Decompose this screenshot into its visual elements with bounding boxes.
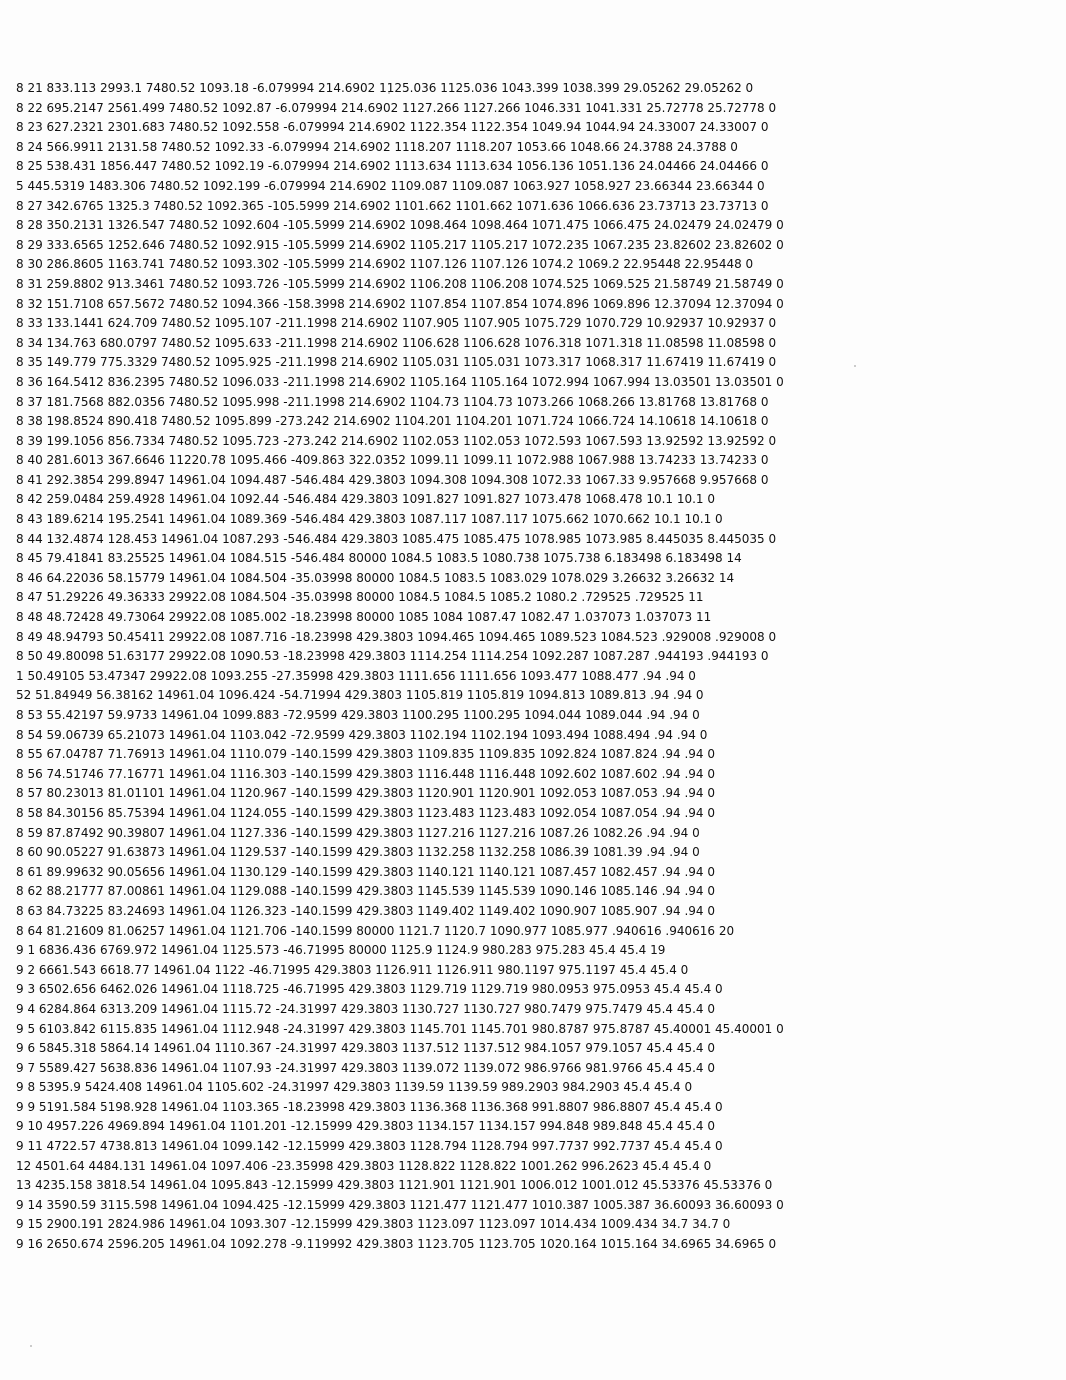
table-row: 5 445.5319 1483.306 7480.52 1092.199 -6.079994 214.6902 1109.087 1109.087 1063.927 1058.927 23.66344 23.66344 0 [16,178,765,193]
table-row: 8 44 132.4874 128.453 14961.04 1087.293 -546.484 429.3803 1085.475 1085.475 1078.985 1073.985 8.445035 8.445035 0 [16,531,777,546]
table-row: 8 27 342.6765 1325.3 7480.52 1092.365 -105.5999 214.6902 1101.662 1101.662 1071.636 1066.636 23.73713 23.73713 0 [16,198,769,213]
table-row: 8 62 88.21777 87.00861 14961.04 1129.088 -140.1599 429.3803 1145.539 1145.539 1090.146 1085.146 .94 .94 0 [16,884,716,899]
table-row: 8 29 333.6565 1252.646 7480.52 1092.915 -105.5999 214.6902 1105.217 1105.217 1072.235 1067.235 23.82602 23.82602 0 [16,237,784,252]
table-row: 8 31 259.8802 913.3461 7480.52 1093.726 -105.5999 214.6902 1106.208 1106.208 1074.525 1069.525 21.58749 21.58749 0 [16,276,784,291]
table-row: 9 6 5845.318 5864.14 14961.04 1110.367 -24.31997 429.3803 1137.512 1137.512 984.1057 979.1057 45.4 45.4 0 [16,1041,716,1056]
table-row: 8 48 48.72428 49.73064 29922.08 1085.002 -18.23998 80000 1085 1084 1087.47 1082.47 1.037073 1.037073 11 [16,610,712,625]
table-row: 8 42 259.0484 259.4928 14961.04 1092.44 -546.484 429.3803 1091.827 1091.827 1073.478 1068.478 10.1 10.1 0 [16,492,716,507]
table-row: 8 53 55.42197 59.9733 14961.04 1099.883 -72.9599 429.3803 1100.295 1100.295 1094.044 1089.044 .94 .94 0 [16,708,700,722]
table-row: 8 40 281.6013 367.6646 11220.78 1095.466 -409.863 322.0352 1099.11 1099.11 1072.988 1067.988 13.74233 13.74233 0 [16,453,769,468]
table-row: 8 21 833.113 2993.1 7480.52 1093.18 -6.079994 214.6902 1125.036 1125.036 1043.399 1038.399 29.05262 29.05262 0 [16,81,754,95]
table-row: 8 54 59.06739 65.21073 14961.04 1103.042 -72.9599 429.3803 1102.194 1102.194 1093.494 1088.494 .94 .94 0 [16,727,708,742]
table-row: 8 30 286.8605 1163.741 7480.52 1093.302 -105.5999 214.6902 1107.126 1107.126 1074.2 1069.2 22.95448 22.95448 0 [16,257,754,272]
table-row: 8 41 292.3854 299.8947 14961.04 1094.487 -546.484 429.3803 1094.308 1094.308 1072.33 1067.33 9.957668 9.957668 0 [16,472,769,487]
table-row: 9 16 2650.674 2596.205 14961.04 1092.278 -9.119992 429.3803 1123.705 1123.705 1020.164 1015.164 34.6965 34.6965 0 [16,1237,777,1252]
scan-speck [30,1345,32,1347]
table-row: 8 24 566.9911 2131.58 7480.52 1092.33 -6.079994 214.6902 1118.207 1118.207 1053.66 1048.66 24.3788 24.3788 0 [16,139,738,154]
table-row: 9 4 6284.864 6313.209 14961.04 1115.72 -24.31997 429.3803 1130.727 1130.727 980.7479 975.7479 45.4 45.4 0 [16,1001,716,1016]
table-row: 8 59 87.87492 90.39807 14961.04 1127.336 -140.1599 429.3803 1127.216 1127.216 1087.26 1082.26 .94 .94 0 [16,825,700,840]
table-row: 8 64 81.21609 81.06257 14961.04 1121.706 -140.1599 80000 1121.7 1120.7 1090.977 1085.977 .940616 .940616 20 [16,923,735,938]
table-row: 8 43 189.6214 195.2541 14961.04 1089.369 -546.484 429.3803 1087.117 1087.117 1075.662 1070.662 10.1 10.1 0 [16,512,723,527]
table-row: 1 50.49105 53.47347 29922.08 1093.255 -27.35998 429.3803 1111.656 1111.656 1093.477 1088.477 .94 .94 0 [16,668,696,683]
table-row: 8 58 84.30156 85.75394 14961.04 1124.055 -140.1599 429.3803 1123.483 1123.483 1092.054 1087.054 .94 .94 0 [16,805,716,820]
table-row: 52 51.84949 56.38162 14961.04 1096.424 -54.71994 429.3803 1105.819 1105.819 1094.813 1089.813 .94 .94 0 [16,688,704,703]
table-row: 8 23 627.2321 2301.683 7480.52 1092.558 -6.079994 214.6902 1122.354 1122.354 1049.94 1044.94 24.33007 24.33007 0 [16,120,769,135]
table-row: 8 39 199.1056 856.7334 7480.52 1095.723 -273.242 214.6902 1102.053 1102.053 1072.593 1067.593 13.92592 13.92592 0 [16,433,777,448]
table-row: 8 38 198.8524 890.418 7480.52 1095.899 -273.242 214.6902 1104.201 1104.201 1071.724 1066.724 14.10618 14.10618 0 [16,414,769,429]
table-row: 8 55 67.04787 71.76913 14961.04 1110.079 -140.1599 429.3803 1109.835 1109.835 1092.824 1087.824 .94 .94 0 [16,747,716,762]
table-row: 8 61 89.99632 90.05656 14961.04 1130.129 -140.1599 429.3803 1140.121 1140.121 1087.457 1082.457 .94 .94 0 [16,864,716,879]
table-row: 8 47 51.29226 49.36333 29922.08 1084.504 -35.03998 80000 1084.5 1084.5 1085.2 1080.2 .729525 .729525 11 [16,590,704,605]
table-row: 9 8 5395.9 5424.408 14961.04 1105.602 -24.31997 429.3803 1139.59 1139.59 989.2903 984.2903 45.4 45.4 0 [16,1080,693,1095]
table-row: 8 22 695.2147 2561.499 7480.52 1092.87 -6.079994 214.6902 1127.266 1127.266 1046.331 1041.331 25.72778 25.72778 0 [16,100,777,115]
table-row: 8 25 538.431 1856.447 7480.52 1092.19 -6.079994 214.6902 1113.634 1113.634 1056.136 1051.136 24.04466 24.04466 0 [16,159,769,174]
table-row: 8 45 79.41841 83.25525 14961.04 1084.515 -546.484 80000 1084.5 1083.5 1080.738 1075.738 6.183498 6.183498 14 [16,551,742,566]
table-row: 9 5 6103.842 6115.835 14961.04 1112.948 -24.31997 429.3803 1145.701 1145.701 980.8787 975.8787 45.40001 45.40001 0 [16,1021,784,1036]
table-row: 9 10 4957.226 4969.894 14961.04 1101.201 -12.15999 429.3803 1134.157 1134.157 994.848 989.848 45.4 45.4 0 [16,1119,716,1134]
table-row: 8 35 149.779 775.3329 7480.52 1095.925 -211.1998 214.6902 1105.031 1105.031 1073.317 1068.317 11.67419 11.67419 0 [16,355,777,370]
table-row: 8 33 133.1441 624.709 7480.52 1095.107 -211.1998 214.6902 1107.905 1107.905 1075.729 1070.729 10.92937 10.92937 0 [16,316,777,331]
table-row: 12 4501.64 4484.131 14961.04 1097.406 -23.35998 429.3803 1128.822 1128.822 1001.262 996.2623 45.4 45.4 0 [16,1158,712,1173]
table-row: 8 50 49.80098 51.63177 29922.08 1090.53 -18.23998 429.3803 1114.254 1114.254 1092.287 1087.287 .944193 .944193 0 [16,649,769,664]
table-row: 9 2 6661.543 6618.77 14961.04 1122 -46.71995 429.3803 1126.911 1126.911 980.1197 975.1197 45.4 45.4 0 [16,962,689,977]
table-row: 8 57 80.23013 81.01101 14961.04 1120.967 -140.1599 429.3803 1120.901 1120.901 1092.053 1087.053 .94 .94 0 [16,786,716,801]
table-row: 9 7 5589.427 5638.836 14961.04 1107.93 -24.31997 429.3803 1139.072 1139.072 986.9766 981.9766 45.4 45.4 0 [16,1060,716,1075]
table-row: 13 4235.158 3818.54 14961.04 1095.843 -12.15999 429.3803 1121.901 1121.901 1006.012 1001.012 45.53376 45.53376 0 [16,1178,773,1193]
table-row: 9 3 6502.656 6462.026 14961.04 1118.725 -46.71995 429.3803 1129.719 1129.719 980.0953 975.0953 45.4 45.4 0 [16,982,723,997]
data-table [16,79,1056,1255]
table-row: 8 34 134.763 680.0797 7480.52 1095.633 -211.1998 214.6902 1106.628 1106.628 1076.318 1071.318 11.08598 11.08598 0 [16,335,777,350]
table-row: 8 56 74.51746 77.16771 14961.04 1116.303 -140.1599 429.3803 1116.448 1116.448 1092.602 1087.602 .94 .94 0 [16,766,716,781]
table-row: 8 46 64.22036 58.15779 14961.04 1084.504 -35.03998 80000 1084.5 1083.5 1083.029 1078.029 3.26632 3.26632 14 [16,570,735,585]
table-row: 8 63 84.73225 83.24693 14961.04 1126.323 -140.1599 429.3803 1149.402 1149.402 1090.907 1085.907 .94 .94 0 [16,903,716,918]
table-row: 9 1 6836.436 6769.972 14961.04 1125.573 -46.71995 80000 1125.9 1124.9 980.283 975.283 45.4 45.4 19 [16,943,666,958]
table-row: 9 11 4722.57 4738.813 14961.04 1099.142 -12.15999 429.3803 1128.794 1128.794 997.7737 992.7737 45.4 45.4 0 [16,1139,723,1154]
table-row: 9 9 5191.584 5198.928 14961.04 1103.365 -18.23998 429.3803 1136.368 1136.368 991.8807 986.8807 45.4 45.4 0 [16,1099,723,1114]
table-row: 8 37 181.7568 882.0356 7480.52 1095.998 -211.1998 214.6902 1104.73 1104.73 1073.266 1068.266 13.81768 13.81768 0 [16,394,769,409]
table-row: 8 60 90.05227 91.63873 14961.04 1129.537 -140.1599 429.3803 1132.258 1132.258 1086.39 1081.39 .94 .94 0 [16,845,700,860]
table-row: 8 28 350.2131 1326.547 7480.52 1092.604 -105.5999 214.6902 1098.464 1098.464 1071.475 1066.475 24.02479 24.02479 0 [16,218,784,233]
table-row: 9 15 2900.191 2824.986 14961.04 1093.307 -12.15999 429.3803 1123.097 1123.097 1014.434 1009.434 34.7 34.7 0 [16,1217,731,1232]
table-row: 8 49 48.94793 50.45411 29922.08 1087.716 -18.23998 429.3803 1094.465 1094.465 1089.523 1084.523 .929008 .929008 0 [16,629,777,644]
table-row: 8 32 151.7108 657.5672 7480.52 1094.366 -158.3998 214.6902 1107.854 1107.854 1074.896 1069.896 12.37094 12.37094 0 [16,296,784,311]
table-row: 9 14 3590.59 3115.598 14961.04 1094.425 -12.15999 429.3803 1121.477 1121.477 1010.387 1005.387 36.60093 36.60093 0 [16,1197,784,1212]
table-row: 8 36 164.5412 836.2395 7480.52 1096.033 -211.1998 214.6902 1105.164 1105.164 1072.994 1067.994 13.03501 13.03501 0 [16,374,784,389]
